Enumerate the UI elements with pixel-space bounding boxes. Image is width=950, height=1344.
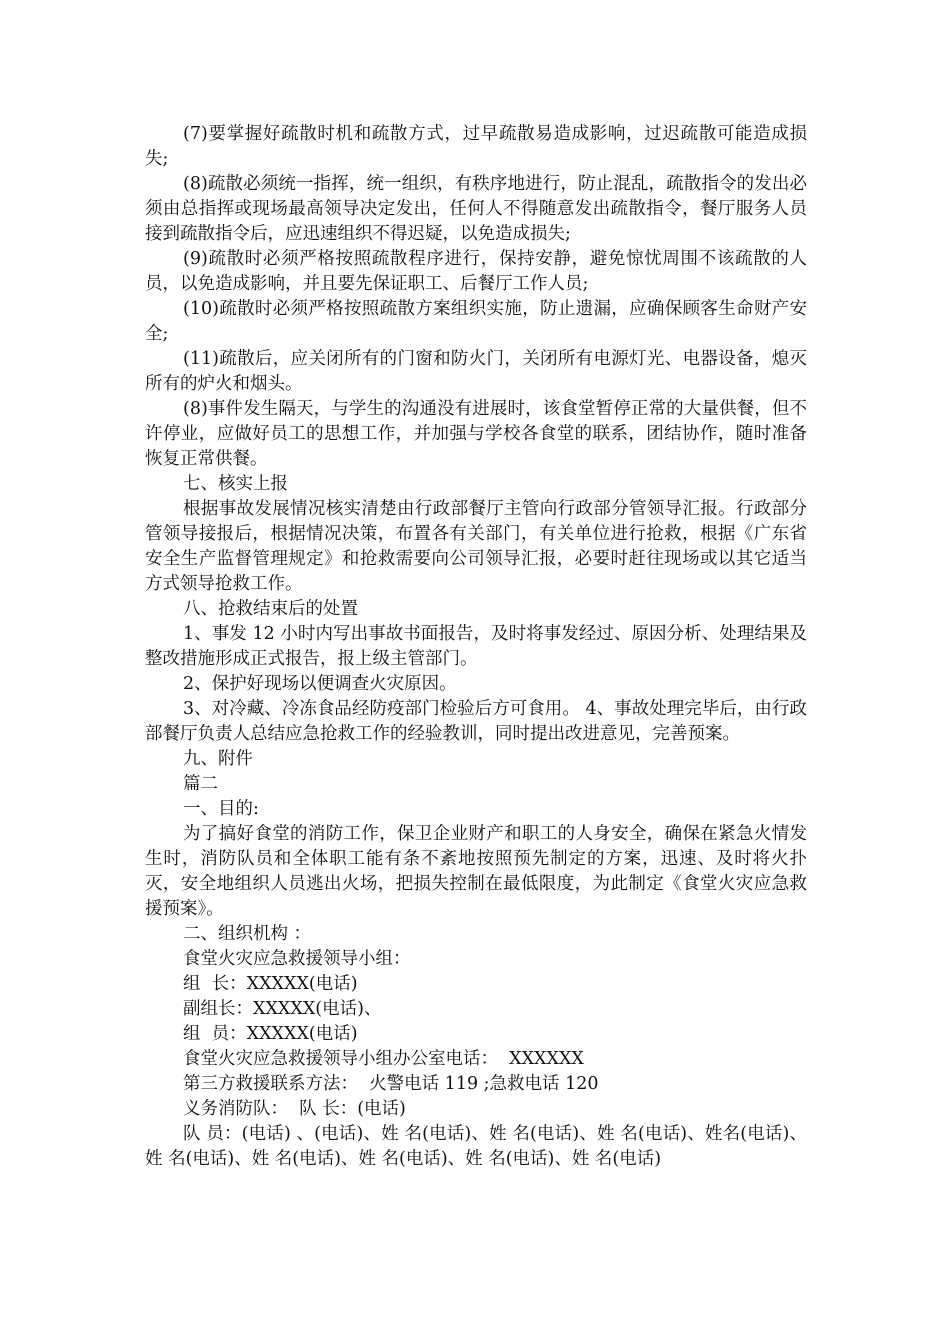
paragraph-11-after-evacuation: (11)疏散后，应关闭所有的门窗和防火门，关闭所有电源灯光、电器设备，熄灭所有的炉火和烟头。 xyxy=(145,349,807,394)
paragraph-post-rescue-1: 1、事发 12 小时内写出事故书面报告，及时将事发经过、原因分析、处理结果及整改措施形成正式报告，报上级主管部门。 xyxy=(145,624,807,669)
paragraph-10-evacuation-plan: (10)疏散时必须严格按照疏散方案组织实施，防止遗漏，应确保顾客生命财产安全; xyxy=(145,299,807,344)
paragraph-post-rescue-2: 2、保护好现场以便调查火灾原因。 xyxy=(183,674,457,694)
line-third-party-rescue: 第三方救援联系方法： 火警电话 119 ;急救电话 120 xyxy=(183,1074,599,1094)
section-heading-verify-report: 七、核实上报 xyxy=(183,474,288,494)
paragraph-8-next-day: (8)事件发生隔天，与学生的沟通没有进展时，该食堂暂停正常的大量供餐，但不许停业，应做好员工的思想工作，并加强与学校各食堂的联系，团结协作，随时准备恢复正常供餐。 xyxy=(145,399,807,469)
line-volunteer-fire-team: 义务消防队： 队 长：(电话) xyxy=(183,1099,406,1119)
line-office-phone: 食堂火灾应急救援领导小组办公室电话： XXXXXX xyxy=(183,1049,584,1069)
line-group-leader: 组 长：XXXXX(电话) xyxy=(183,974,358,994)
line-deputy-leader: 副组长：XXXXX(电话)、 xyxy=(183,999,382,1019)
section-heading-part-two: 篇二 xyxy=(183,774,218,794)
line-leading-group: 食堂火灾应急救援领导小组： xyxy=(183,949,411,969)
paragraph-verify-report: 根据事故发展情况核实清楚由行政部餐厅主管向行政部分管领导汇报。行政部分管领导接报后，根据情况决策，布置各有关部门，有关单位进行抢救，根据《广东省安全生产监督管理规定》和抢救需要向公司领导汇报，必要时赶往现场或以其它适当方式领导抢救工作。 xyxy=(145,499,807,594)
section-heading-organization: 二、组织机构 ： xyxy=(183,924,312,944)
section-heading-post-rescue: 八、抢救结束后的处置 xyxy=(183,599,358,619)
document-page xyxy=(145,122,807,1172)
paragraph-post-rescue-3-4: 3、对冷藏、冷冻食品经防疫部门检验后方可食用。 4、事故处理完毕后，由行政部餐厅负责人总结应急抢救工作的经验教训，同时提出改进意见，完善预案。 xyxy=(145,699,807,744)
line-group-member: 组 员：XXXXX(电话) xyxy=(183,1024,358,1044)
section-heading-attachment: 九、附件 xyxy=(183,749,253,769)
paragraph-7-evacuation-timing: (7)要掌握好疏散时机和疏散方式，过早疏散易造成影响，过迟疏散可能造成损失; xyxy=(145,124,807,169)
paragraph-9-evacuation-procedure: (9)疏散时必须严格按照疏散程序进行，保持安静，避免惊忧周围不该疏散的人员，以免造成影响，并且要先保证职工、后餐厅工作人员; xyxy=(145,249,807,294)
section-heading-purpose: 一、目的: xyxy=(183,799,259,819)
paragraph-purpose: 为了搞好食堂的消防工作，保卫企业财产和职工的人身安全，确保在紧急火情发生时，消防队员和全体职工能有条不紊地按照预先制定的方案，迅速、及时将火扑灭，安全地组织人员逃出火场，把损失控制在最低限度，为此制定《食堂火灾应急救援预案》。 xyxy=(145,824,807,919)
paragraph-8-unified-command: (8)疏散必须统一指挥，统一组织，有秩序地进行，防止混乱，疏散指令的发出必须由总指挥或现场最高领导决定发出，任何人不得随意发出疏散指令，餐厅服务人员接到疏散指令后，应迅速组织不得迟疑，以免造成损失; xyxy=(145,174,807,244)
paragraph-team-members: 队 员：(电话) 、(电话)、姓 名(电话)、姓 名(电话)、姓 名(电话)、姓名(电话)、姓 名(电话)、姓 名(电话)、姓 名(电话)、姓 名(电话)、姓 名(电话) xyxy=(145,1124,807,1169)
